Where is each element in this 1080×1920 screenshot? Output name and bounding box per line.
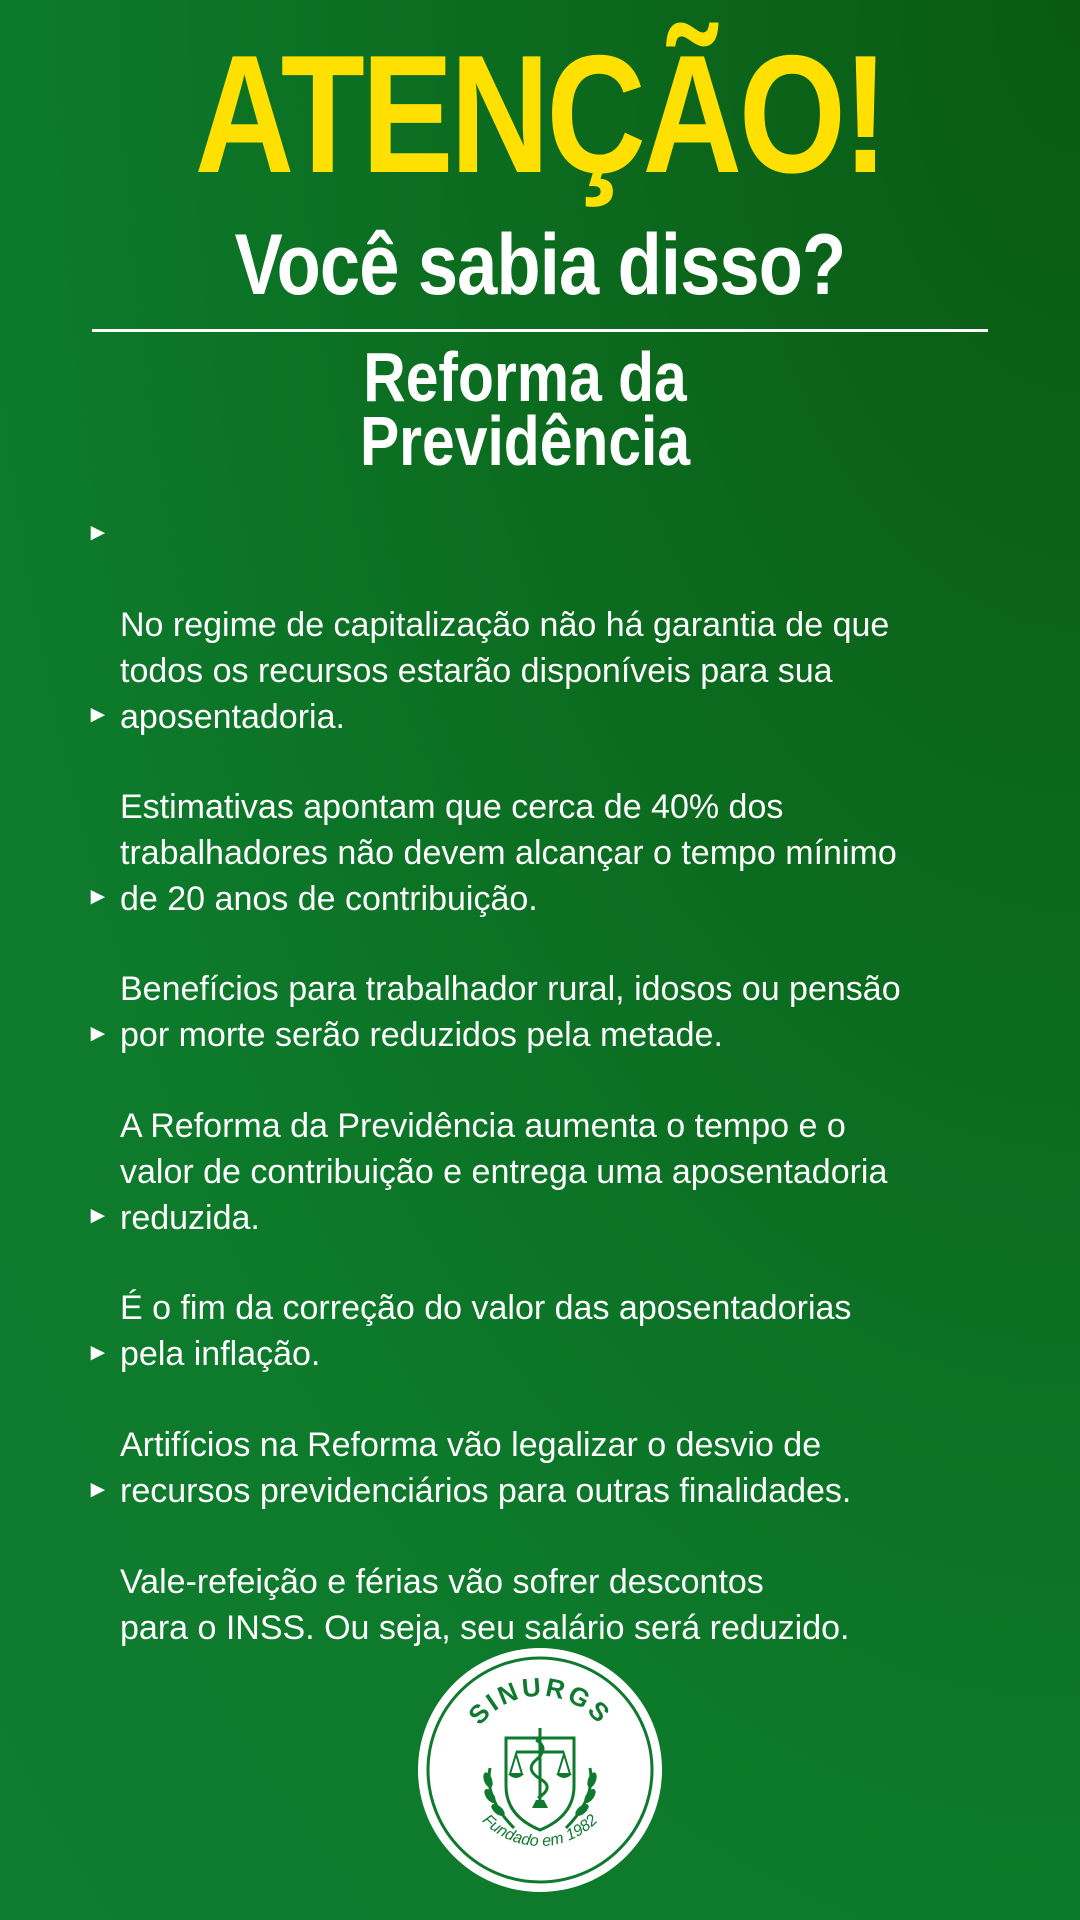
bullet-text: Benefícios para trabalhador rural, idosos ou pensão por morte serão reduzidos pela metade. xyxy=(120,970,901,1054)
seal-icon xyxy=(418,1648,662,1892)
logo-tagline: Fundado em 1982 xyxy=(479,1811,601,1851)
bullet-text: Artifícios na Reforma vão legalizar o desvio de recursos previdenciários para outras finalidades. xyxy=(120,1426,852,1510)
svg-text:SINURGS xyxy=(462,1671,618,1730)
bullet-arrow-icon: ► xyxy=(86,701,110,728)
bullet-item xyxy=(86,1193,1006,1373)
sinurgs-logo xyxy=(418,1648,662,1892)
bullet-item xyxy=(86,510,1006,736)
bullet-arrow-icon: ► xyxy=(86,883,110,910)
bullet-item xyxy=(86,692,1006,918)
bullet-arrow-icon: ► xyxy=(86,1202,110,1229)
bullet-arrow-icon: ► xyxy=(86,1020,110,1047)
bullet-item xyxy=(86,1011,1006,1237)
bullet-arrow-icon: ► xyxy=(86,519,110,546)
subheadline: Você sabia disso? xyxy=(234,217,846,313)
bullet-text: No regime de capitalização não há garantia de que todos os recursos estarão disponíveis para sua aposentadoria. xyxy=(120,606,890,736)
bullet-text: Estimativas apontam que cerca de 40% dos trabalhadores não devem alcançar o tempo mínimo de 20 anos de contribuição. xyxy=(120,788,897,918)
title: Reforma da Previdência xyxy=(359,338,691,480)
logo-name: SINURGS xyxy=(462,1671,618,1731)
bullet-list xyxy=(86,510,1006,1647)
bullet-text: A Reforma da Previdência aumenta o tempo e o valor de contribuição e entrega uma aposentadoria reduzida. xyxy=(120,1107,888,1237)
bullet-text: Vale-refeição e férias vão sofrer descontos para o INSS. Ou seja, seu salário será reduzido. xyxy=(120,1563,850,1647)
bullet-item xyxy=(86,874,1006,1054)
bullet-text: É o fim da correção do valor das aposentadorias pela inflação. xyxy=(120,1289,852,1373)
bullet-item xyxy=(86,1467,1006,1647)
divider xyxy=(92,329,988,332)
bullet-arrow-icon: ► xyxy=(86,1476,110,1503)
bullet-arrow-icon: ► xyxy=(86,1339,110,1366)
bullet-item xyxy=(86,1330,1006,1510)
headline: ATENÇÃO! xyxy=(194,20,886,208)
